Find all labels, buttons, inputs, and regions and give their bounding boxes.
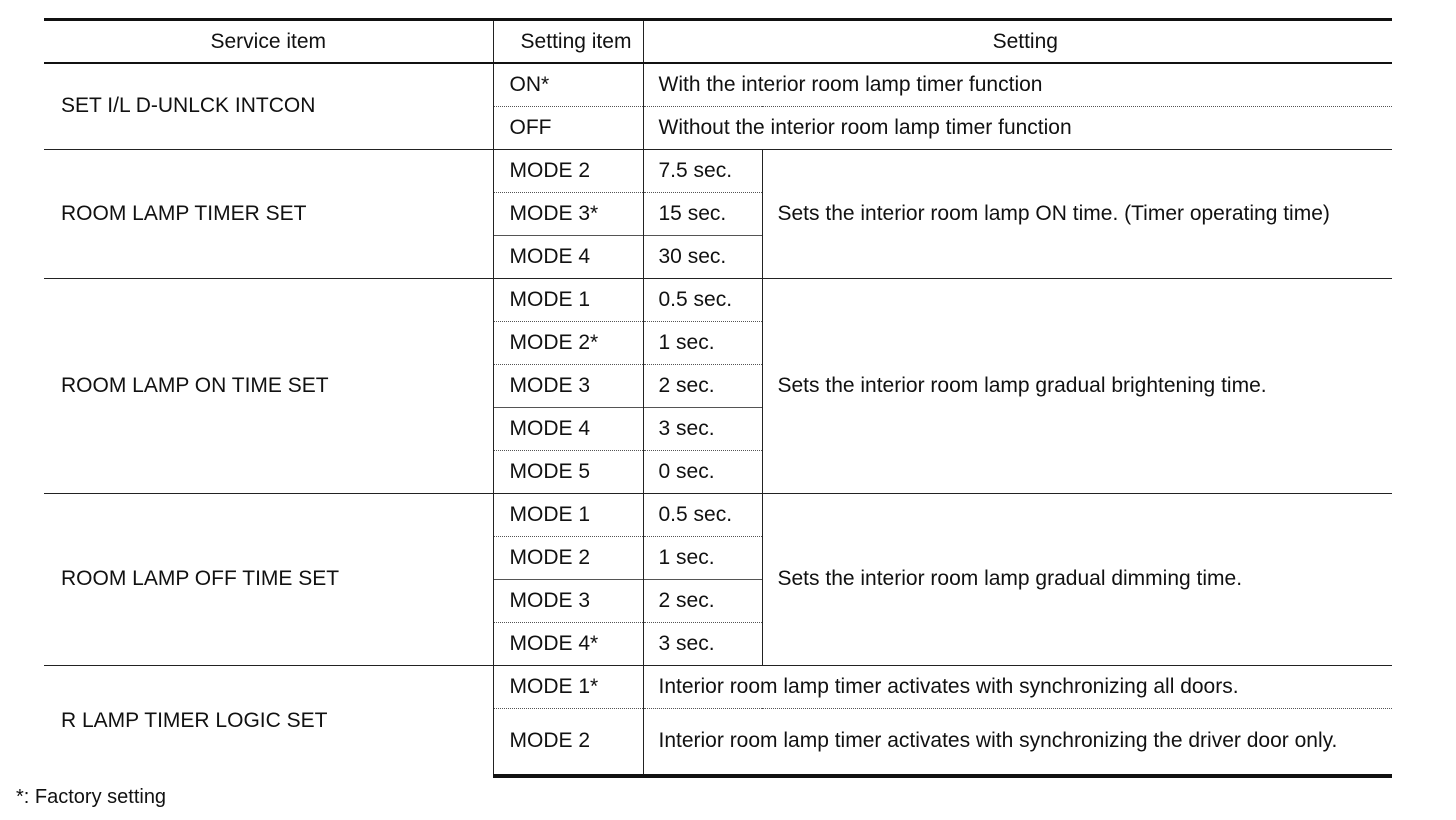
setting-item-cell: MODE 1*: [493, 665, 643, 708]
setting-description-cell: Sets the interior room lamp ON time. (Timer operating time): [762, 149, 1392, 278]
setting-item-cell: MODE 1: [493, 493, 643, 536]
setting-description-cell: Sets the interior room lamp gradual brightening time.: [762, 278, 1392, 493]
setting-description-cell: Sets the interior room lamp gradual dimming time.: [762, 493, 1392, 665]
setting-value-cell: 3 sec.: [643, 407, 762, 450]
header-setting-item: Setting item: [493, 20, 643, 64]
setting-value-cell: 15 sec.: [643, 192, 762, 235]
service-item-cell: ROOM LAMP OFF TIME SET: [44, 493, 493, 665]
setting-item-cell: OFF: [493, 106, 643, 149]
setting-item-cell: MODE 3: [493, 364, 643, 407]
setting-item-cell: ON*: [493, 63, 643, 106]
setting-value-cell: 3 sec.: [643, 622, 762, 665]
setting-item-cell: MODE 4*: [493, 622, 643, 665]
setting-item-cell: MODE 4: [493, 407, 643, 450]
setting-item-cell: MODE 2: [493, 708, 643, 776]
setting-item-cell: MODE 1: [493, 278, 643, 321]
table-row: [44, 278, 1392, 321]
service-item-cell: ROOM LAMP ON TIME SET: [44, 278, 493, 493]
setting-item-cell: MODE 2: [493, 536, 643, 579]
setting-item-cell: MODE 3*: [493, 192, 643, 235]
footnote: *: Factory setting: [16, 786, 167, 808]
setting-value-cell: 0 sec.: [643, 450, 762, 493]
setting-value-cell: 30 sec.: [643, 235, 762, 278]
setting-item-cell: MODE 2*: [493, 321, 643, 364]
setting-value-cell: 1 sec.: [643, 536, 762, 579]
header-row: [44, 20, 1392, 64]
header-setting: Setting: [643, 20, 1392, 64]
table-row: [44, 63, 1392, 106]
header-service-item: Service item: [44, 20, 493, 64]
setting-item-cell: MODE 5: [493, 450, 643, 493]
table-row: [44, 493, 1392, 536]
setting-value-cell: 7.5 sec.: [643, 149, 762, 192]
setting-value-cell: 0.5 sec.: [643, 278, 762, 321]
service-item-cell: R LAMP TIMER LOGIC SET: [44, 665, 493, 776]
setting-item-cell: MODE 3: [493, 579, 643, 622]
service-item-cell: SET I/L D-UNLCK INTCON: [61, 94, 316, 118]
setting-cell: Interior room lamp timer activates with synchronizing the driver door only.: [643, 708, 1392, 776]
setting-item-cell: MODE 4: [493, 235, 643, 278]
setting-cell: Without the interior room lamp timer function: [643, 106, 1392, 149]
setting-value-cell: 2 sec.: [643, 364, 762, 407]
setting-value-cell: 0.5 sec.: [643, 493, 762, 536]
service-item-cell: ROOM LAMP TIMER SET: [44, 149, 493, 278]
setting-value-cell: 1 sec.: [643, 321, 762, 364]
setting-cell: Interior room lamp timer activates with synchronizing all doors.: [643, 665, 1392, 708]
setting-cell: With the interior room lamp timer function: [643, 63, 1392, 106]
setting-value-cell: 2 sec.: [643, 579, 762, 622]
service-settings-table: [44, 18, 1392, 778]
table-row: [44, 665, 1392, 708]
setting-item-cell: MODE 2: [493, 149, 643, 192]
table-row: [44, 149, 1392, 192]
